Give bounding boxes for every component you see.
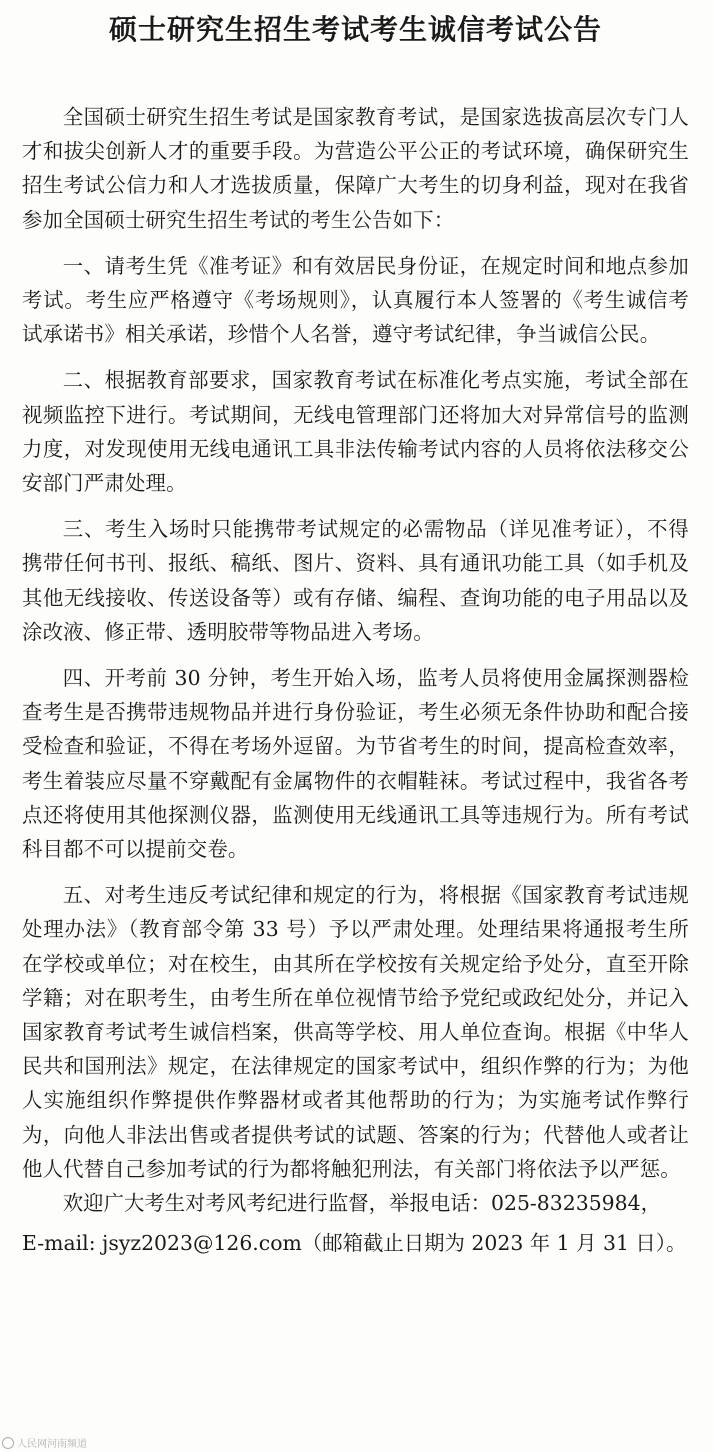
watermark [2,1435,87,1450]
paragraph-item-4: 四、开考前 30 分钟，考生开始入场，监考人员将使用金属探测器检查考生是否携带违规物品并进行身份验证，考生必须无条件协助和配合接受检查和验证，不得在考场外逗留。为节省考生的时间，提高检查效率，考生着装应尽量不穿戴配有金属物件的衣帽鞋袜。考试过程中，我省各考点还将使用其他探测仪器，监测使用无线通讯工具等违规行为。所有考试科目都不可以提前交卷。 [22,666,689,862]
paragraph-intro: 全国硕士研究生招生考试是国家教育考试，是国家选拔高层次专门人才和拔尖创新人才的重要手段。为营造公平公正的考试环境，确保研究生招生考试公信力和人才选拔质量，保障广大考生的切身利益，现对在我省参加全国硕士研究生招生考试的考生公告如下： [22,105,689,232]
paragraph-item-1: 一、请考生凭《准考证》和有效居民身份证，在规定时间和地点参加考试。考生应严格遵守《考场规则》，认真履行本人签署的《考生诚信考试承诺书》相关承诺，珍惜个人名誉，遵守考试纪律，争当诚信公民。 [22,253,689,347]
watermark-logo-icon [2,1437,14,1449]
paragraph-item-2: 二、根据教育部要求，国家教育考试在标准化考点实施，考试全部在视频监控下进行。考试期间，无线电管理部门还将加大对异常信号的监测力度，对发现使用无线电通讯工具非法传输考试内容的人员将依法移交公安部门严肃处理。 [22,368,689,496]
watermark-text: 人民网河南频道 [17,1439,87,1450]
paragraph-item-5: 五、对考生违反考试纪律和规定的行为，将根据《国家教育考试违规处理办法》（教育部令第 33 号）予以严肃处理。处理结果将通报考生所在学校或单位；对在校生，由其所在学校按有关规定给予处分，直至开除学籍；对在职考生，由考生所在单位视情节给予党纪或政纪处分，并记入国家教育考试考生诚信档案，供高等学校、用人单位查询。根据《中华人民共和国刑法》规定，在法律规定的国家考试中，组织作弊的行为；为他人实施组织作弊提供作弊器材或者其他帮助的行为；为实施考试作弊行为，向他人非法出售或者提供考试的试题、答案的行为；代替他人或者让他人代替自己参加考试的行为都将触犯刑法，有关部门将依法予以严惩。 [22,883,689,1181]
contact-hotline: 欢迎广大考生对考风考纪进行监督，举报电话：025-83235984， [62,1191,661,1216]
paragraph-item-3: 三、考生入场时只能携带考试规定的必需物品（详见准考证），不得携带任何书刊、报纸、稿纸、图片、资料、具有通讯功能工具（如手机及其他无线接收、传送设备等）或有存储、编程、查询功能的电子用品以及涂改液、修正带、透明胶带等物品进入考场。 [22,517,689,644]
document-title: 硕士研究生招生考试考生诚信考试公告 [108,13,602,46]
contact-email: E-mail: jsyz2023@126.com（邮箱截止日期为 2023 年 1 月 31 日）。 [22,1231,687,1256]
